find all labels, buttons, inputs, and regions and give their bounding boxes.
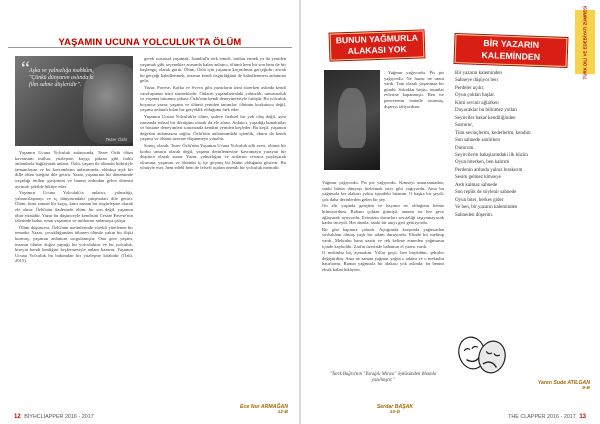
paragraph: Yaşamın Ucuna Yolculuk anlatısında, Tezer Özlü ölüm kavramını intihar, yüzleşme, kaygı, şükran gibi farklı anlamlarla bağlayarak anlatır. Özlü, yaşam ile ölümün birbiriyle tamamlayan ve bu kavramların anlatımında, oldukça açık bir dille ölüm isteğini dile getirir. Yazar, yaşamının bir döneminde yaşadığı intihar girişimini ve bunun ardından gelen dönemi ayrıntılı şekilde hikâye eder. xyxy=(15,150,133,189)
paragraph: Yaşamın Ucuna Yolculuk'ta ölüm, sadece fiziksel bir yok oluş değil, aynı zamanda ruhsal bir dönüşüm olarak da ele alınır. Anlatıcı, yaşadığı bunalımlar ve hastane deneyimleri sonrasında kendini yeniden keşfeder. Bu keşif, yaşamın değerini anlamasını sağlar. Özlü'nün anlatımındaki içtenlik, okuru da kendi yaşamı ve ölümü üzerine düşünmeye yöneltir. xyxy=(140,113,286,142)
magazine-name: BİYHCLİAPPER xyxy=(24,414,64,420)
poem-title-line-2: KALEMİNDEN xyxy=(481,49,541,63)
poem-line: Oyun biter, herkes gider xyxy=(455,197,504,203)
poem-title-banner xyxy=(455,34,568,67)
paragraph: Sonuç olarak, Tezer Özlü'nün Yaşamın Ucuna Yolculuk adlı eseri, ölümü bir korku unsuru olarak değil, yaşamı derinlemesine kavramaya yarayan bir düşünce olarak sunar. Yazar, yalnızlığını ve acılarını cesurca paylaşarak okuruna, yaşamın ve ölümün iç içe geçmiş bir bütün olduğunu gösterir. Bu yönüyle eser, hem edebî hem de felsefi açıdan önemli bir yolculuk metnidir. xyxy=(140,142,286,171)
footer-left xyxy=(12,414,94,420)
author-name: Serdar BAŞAK xyxy=(376,404,414,410)
story-column-top xyxy=(384,70,444,180)
author-class: 12-B xyxy=(277,410,288,415)
poem-signature xyxy=(520,380,590,391)
story-note: "Tarık Buğra'nın "Yarağılı Mirası" öyküsünden ilhamla yazılmıştır." xyxy=(329,372,437,383)
poem-line: Perdenin ardında yalnız bırakırım xyxy=(455,167,523,173)
page-number: 12 xyxy=(14,414,21,420)
paragraph: Yağmur yağıyordu. Pis pis yağıyordu. Ne huzur ne umut vardı. Tam olarak yaşanmaz bir gündü. Sokaklar boştu, insanlar evlerine kapanmıştı. Ben ise pencerenin önünde oturmuş, dışarıyı izliyordum. xyxy=(384,70,444,109)
paragraph: Bir gün kapımız çalındı. Açtığımda karşımda yağmurdan sırılsıklam olmuş yaşlı bir adam duruyordu. Elinde bir mektup vardı. Mektubu bana uzattı ve tek kelime etmeden yağmurun içinde kayboldu. Zarfın üzerinde babamın el yazısı vardı. xyxy=(322,226,444,249)
author-class: 10-D xyxy=(389,410,401,415)
author-name: Yaren Sude ATILGAN xyxy=(537,380,590,386)
poem-line: Son sahnede satılırken xyxy=(455,138,500,144)
poem-line: Seyircilerin bakışlarındaki ilk hüzün xyxy=(455,152,528,158)
paragraph: Yazar, Pavese, Kafka ve Svevo gibi yazarların izini sürerken aslında kendi varoluşunun izini sürmektedir. Onların yaşamlarındaki yalnızlık, umutsuzluk ve yaşama tutunma çabası, Özlü'nün kendi deneyimleriyle örtüşür. Bu yolculuk boyunca yazar, yaşamı ve ölümü yeniden tanımlar; ölümün korkutucu değil, yaşamı anlamlı kılan bir gerçeklik olduğunu fark eder. xyxy=(140,84,286,113)
footer-right xyxy=(508,414,588,420)
poem-line: Ardı kalmaz sahnede xyxy=(455,182,498,188)
poem-line: Bir yazarın kaleminden xyxy=(455,71,502,76)
poem-line: Perdeler açılır, xyxy=(455,85,485,91)
story-signature xyxy=(350,404,440,415)
author-signature xyxy=(198,404,288,415)
paragraph: gerek sorunsal yaşamak, İstanbul'u terk etmek, intihar etmek ya da yeniden yaşamak gibi seçenekler arasında kalan anlatıcı, ölümü hem bir son hem de bir başlangıç olarak görür. Ölüm, Özlü için yaşamın kaçınılmaz gerçeğidir; ancak bu gerçeği kabullenmek, insanın kendi özgürlüğünü de kabullenmesi anlamına gelir. xyxy=(140,56,286,84)
paragraph: On altı yaşında gençtim ve hayatın ne olduğunu henüz bilmiyordum. Babam çoktan gitmişti, annem ise her gece ağlayarak uyuyordu. Evimizin duvarları sessizliği taşıyamayacak kadar inceydi. Her damla, sanki bir anıyı geri getiriyordu. xyxy=(322,203,444,226)
poem-line: Susturur, xyxy=(455,123,473,129)
poem-line: Ve ben, bir yazarın kaleminden xyxy=(455,205,518,211)
page-number: 13 xyxy=(579,414,586,420)
theatre-masks-icon xyxy=(452,325,512,385)
story-column-main xyxy=(322,180,444,398)
author-class: 9-B xyxy=(582,386,590,391)
page-gutter xyxy=(299,0,301,424)
paragraph: Ölüm düşüncesi, Özlü'nün metinlerinde sürekli yinelenen bir temadır. Yazar, çocukluğundan itibaren ölümle yakın bir ilişki kurmuş, yaşamın anlamını sorgulamıştır. Ona göre yaşam, insanın ölüme doğru yaptığı bir yolculuktur ve bu yolculuk, bireyin kendi benliğini keşfetmesiyle anlam kazanır. Yaşamın Ucuna Yolculuk bu bakımdan bir yüzleşme kitabıdır (Özlü, 2015). xyxy=(15,224,133,264)
left-page-title: YAŞAMIN UCUNA YOLCULUK'TA ÖLÜM xyxy=(58,36,242,47)
author-name: Ece Nur ARMAĞAN xyxy=(240,404,288,410)
poem-line: Son replik de söylenir sahnede xyxy=(455,190,517,196)
poem-line: Sahneden düşerim. xyxy=(455,212,494,218)
poem-line: Sesim gelmez kimseye xyxy=(455,175,501,181)
poem-title-line-1: BİR YAZARIN xyxy=(483,38,540,50)
issue-year: 2016 - 2017 xyxy=(64,414,94,420)
quote-mark-icon: “ xyxy=(21,58,30,80)
poem-line: Seyirciler bakar kendiliğinden xyxy=(455,115,516,121)
article-column-1 xyxy=(15,150,133,402)
paragraph: Yaşamın Ucuna Yolculuk'ta anlatıcı, yalnızlığı, yabancılaşmayı ve iç dünyasındaki çatışmaları dile getirir. Ölüm, kimi zaman bir kaçış, kimi zaman bir özgürleşme olarak ele alınır. Özlü'nün ifadesinde ölüm; bir son değil, yaşamın öbür yüzüdür. Yazar bu düşünceyle kendisini Cesare Pavese'nin izlerinde bulur, onun yaşamını ve intiharını anlamaya çalışır. xyxy=(15,190,133,224)
poem-line: Oyun çoktan başlar. xyxy=(455,93,495,99)
poem-line: Dururum. xyxy=(455,145,475,151)
story-photo xyxy=(324,70,380,170)
poem-line: Tüm sevinçlerim, kederlerim, kendim xyxy=(455,130,531,136)
author-quote-image xyxy=(15,56,133,146)
quote-text: Aşka ve yalnızlığa mahkûm, "Çünkü dünyanın aslında ki film sahne düşleridir". xyxy=(29,68,94,88)
department-label xyxy=(575,5,595,79)
story-title-banner xyxy=(330,30,425,60)
paragraph: Yağmur yağıyordu. Pis pis yağıyordu. Kimseyi umursamadan, sanki bütün dünyayı kirletmek ister gibi yağıyordu. Ama bu yağmurla bir alakası yoktu içimdeki hüznün. O başka bir şeydi, çok daha derinlerden gelen bir şey. xyxy=(322,180,444,202)
poem-line: Duyacaklar bu bilinmez yolları xyxy=(455,108,518,114)
paragraph: O mektubu hiç açmadım. Yıllar geçti, ben büyüdüm, şehirler değiştirdim. Ama ne zaman yağmur yağsa o adamı ve o mektubu hatırlarım. Bunun yağmurla bir alakası yok aslında; bu benim eksik kalan hikâyem. xyxy=(322,250,444,272)
issue-year: 2016 - 2017 xyxy=(547,414,576,420)
poem-line: Oyun biterken, ben kalırım xyxy=(455,160,510,166)
photo-figure xyxy=(338,88,366,148)
poem-line: Sahneye düşüyor ben xyxy=(455,78,498,84)
title-divider xyxy=(8,47,292,48)
magazine-name: THE CLAPPER xyxy=(508,414,546,420)
story-title-line-2: ALAKASI YOK xyxy=(347,43,407,57)
article-column-2 xyxy=(140,56,286,404)
quote-author: Tezer Özlü xyxy=(105,137,127,142)
story-title-line-1: BUNUN YAĞMURLA xyxy=(335,32,418,46)
department-label-text: TÜRK DİLİ VE EDEBİYATI ZÜMRESİ xyxy=(582,5,588,79)
poem-line: Kimi sevinir ağlarken xyxy=(455,100,499,106)
